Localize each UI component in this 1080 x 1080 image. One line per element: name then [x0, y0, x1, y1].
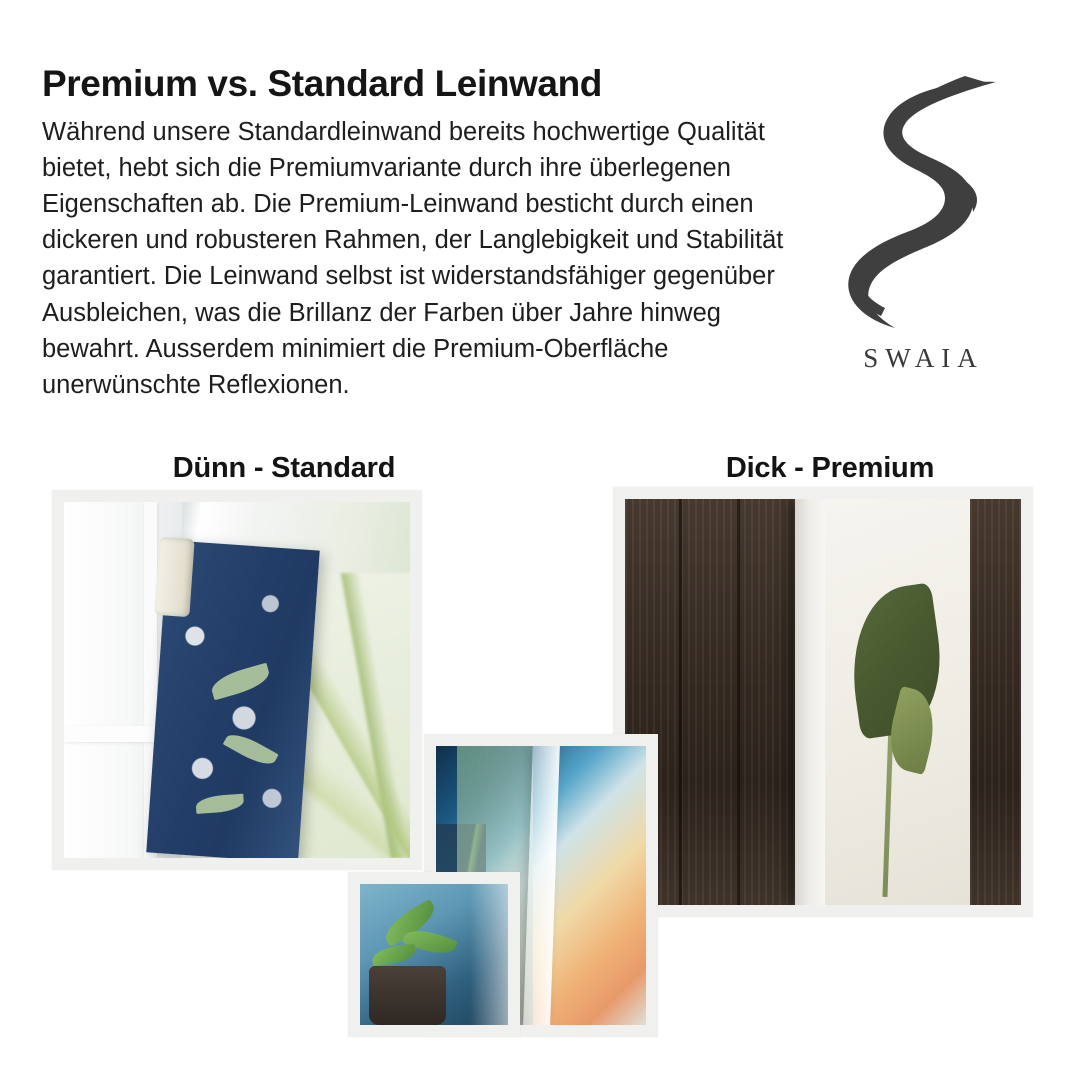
- brand-logo: [820, 72, 1020, 374]
- premium-caption: Dick - Premium: [725, 452, 935, 484]
- plank-seam-shape: [737, 499, 740, 905]
- thick-frame-edge-shape: [795, 499, 825, 905]
- standard-photo-card: [52, 490, 422, 870]
- plank-seam-shape: [679, 499, 682, 905]
- floral-leaf-shape: [209, 663, 273, 701]
- premium-canvas-photo: [625, 499, 1021, 905]
- intro-text-block: [42, 62, 802, 403]
- canvas-face-shape: [825, 499, 970, 905]
- premium-photo-card: [613, 487, 1033, 917]
- light-highlight-shape: [470, 884, 508, 1025]
- floral-leaf-shape: [195, 793, 244, 813]
- wood-wall-shape: [970, 499, 1021, 905]
- plant-pot-shape: [369, 966, 446, 1025]
- body-paragraph: Während unsere Standardleinwand bereits hochwertige Qualität bietet, hebt sich die Premiumvariante durch ihre überlegenen Eigenschaften ab. Die Premium-Leinwand besticht durch einen dickeren und robusteren Rahmen, der Langlebigkeit und Stabilität garantiert. Die Leinwand selbst ist widerstandsfähiger gegenüber Ausbleichen, was die Brillanz der Farben über Jahre hinweg bewahrt. Ausserdem minimiert die Premium-Oberfläche unerwünschte Reflexionen.: [42, 117, 784, 400]
- standard-canvas-photo: [64, 502, 410, 858]
- page-title: Premium vs. Standard Leinwand: [42, 63, 602, 104]
- floral-leaf-shape: [223, 728, 279, 770]
- plant-leaf-shape: [371, 944, 417, 967]
- brand-wordmark: SWAIA: [863, 343, 984, 373]
- swaia-s-logo-icon: [833, 72, 1008, 337]
- standard-caption: Dünn - Standard: [172, 452, 396, 484]
- canvas-roll-edge-shape: [155, 536, 195, 617]
- plant-detail-photo: [360, 884, 508, 1025]
- plant-detail-card: [348, 872, 520, 1037]
